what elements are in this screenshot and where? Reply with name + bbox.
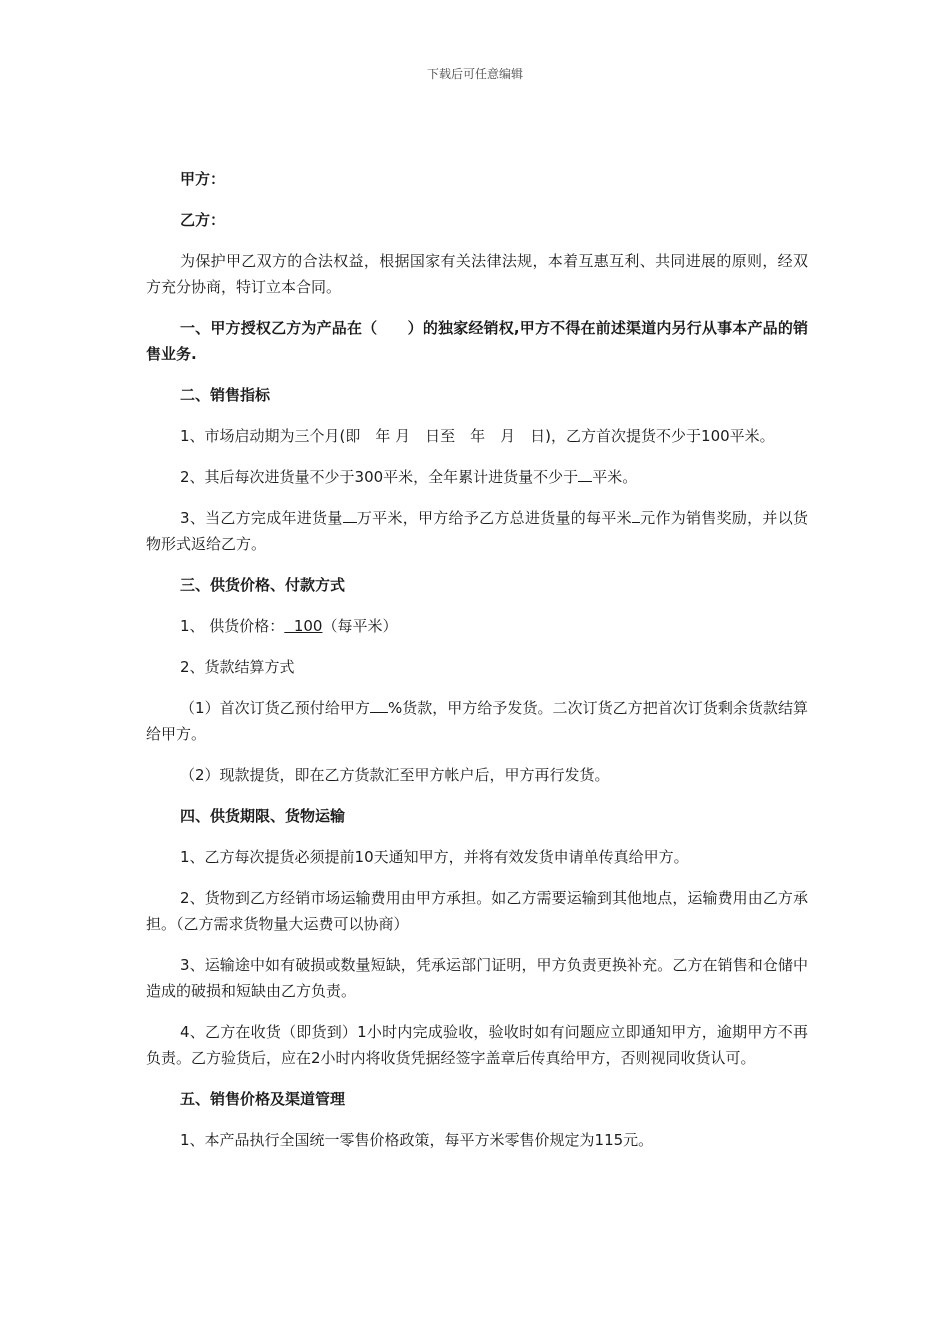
- item-text: （每平米）: [322, 617, 398, 635]
- section-3-payment-2: （2）现款提货，即在乙方货款汇至甲方帐户后，甲方再行发货。: [180, 766, 610, 784]
- section-3-title: 三、供货价格、付款方式: [180, 576, 346, 594]
- item-text: 元作为销售奖励，并以货物形式返给乙方。: [146, 509, 808, 553]
- item-text: 2、其后每次进货量不少于300平米，全年累计进货量不少于: [180, 468, 579, 486]
- section-4-title: 四、供货期限、货物运输: [180, 807, 346, 825]
- fill-blank: [343, 507, 357, 523]
- item-text: 万平米，甲方给予乙方总进货量的每平米: [356, 509, 632, 527]
- item-text: 1、 供货价格：: [180, 617, 285, 635]
- section-2-item-1: 1、市场启动期为三个月(即 年 月 日至 年 月 日)，乙方首次提货不少于100平米。: [180, 427, 775, 445]
- section-4-item-2: 2、货物到乙方经销市场运输费用由甲方承担。如乙方需要运输到其他地点，运输费用由乙方承担。（乙方需求货物量大运费可以协商）: [146, 889, 808, 933]
- item-text: （1）首次订货乙预付给甲方: [180, 699, 370, 717]
- contract-body: [146, 166, 808, 1153]
- section-4-item-4: 4、乙方在收货（即货到）1小时内完成验收，验收时如有问题应立即通知甲方，逾期甲方不再负责。乙方验货后，应在2小时内将收货凭据经签字盖章后传真给甲方，否则视同收货认可。: [146, 1023, 808, 1067]
- supply-price-value: 100: [284, 617, 323, 635]
- section-2-title: 二、销售指标: [180, 386, 271, 404]
- item-text: 平米。: [592, 468, 638, 486]
- section-4-item-1: 1、乙方每次提货必须提前10天通知甲方，并将有效发货申请单传真给甲方。: [180, 848, 689, 866]
- section-1-clause: 一、甲方授权乙方为产品在（ ）的独家经销权,甲方不得在前述渠道内另行从事本产品的销售业务.: [146, 319, 808, 363]
- fill-blank: [578, 466, 592, 482]
- section-2-item-3: [146, 505, 808, 557]
- section-4-item-3: 3、运输途中如有破损或数量短缺，凭承运部门证明，甲方负责更换补充。乙方在销售和仓储中造成的破损和短缺由乙方负责。: [146, 956, 808, 1000]
- section-3-item-2: 2、货款结算方式: [180, 658, 295, 676]
- section-3-item-1: [146, 613, 808, 639]
- party-b-label: 乙方：: [180, 211, 226, 229]
- page-header: 下载后可任意编辑: [426, 67, 523, 81]
- section-2-item-2: [146, 464, 808, 490]
- item-text: %货款，甲方给予发货。二次订货乙方把首次订货剩余货款结算给甲方。: [146, 699, 808, 743]
- preamble: 为保护甲乙双方的合法权益，根据国家有关法律法规，本着互惠互利、共同进展的原则，经双方充分协商，特订立本合同。: [146, 252, 808, 296]
- section-5-title: 五、销售价格及渠道管理: [180, 1090, 346, 1108]
- section-5-item-1: 1、本产品执行全国统一零售价格政策，每平方米零售价规定为115元。: [180, 1131, 654, 1149]
- fill-blank: [370, 697, 388, 713]
- party-a-label: 甲方：: [180, 170, 226, 188]
- item-text: 3、当乙方完成年进货量: [180, 509, 343, 527]
- section-3-payment-1: [146, 695, 808, 747]
- fill-blank: [632, 507, 640, 523]
